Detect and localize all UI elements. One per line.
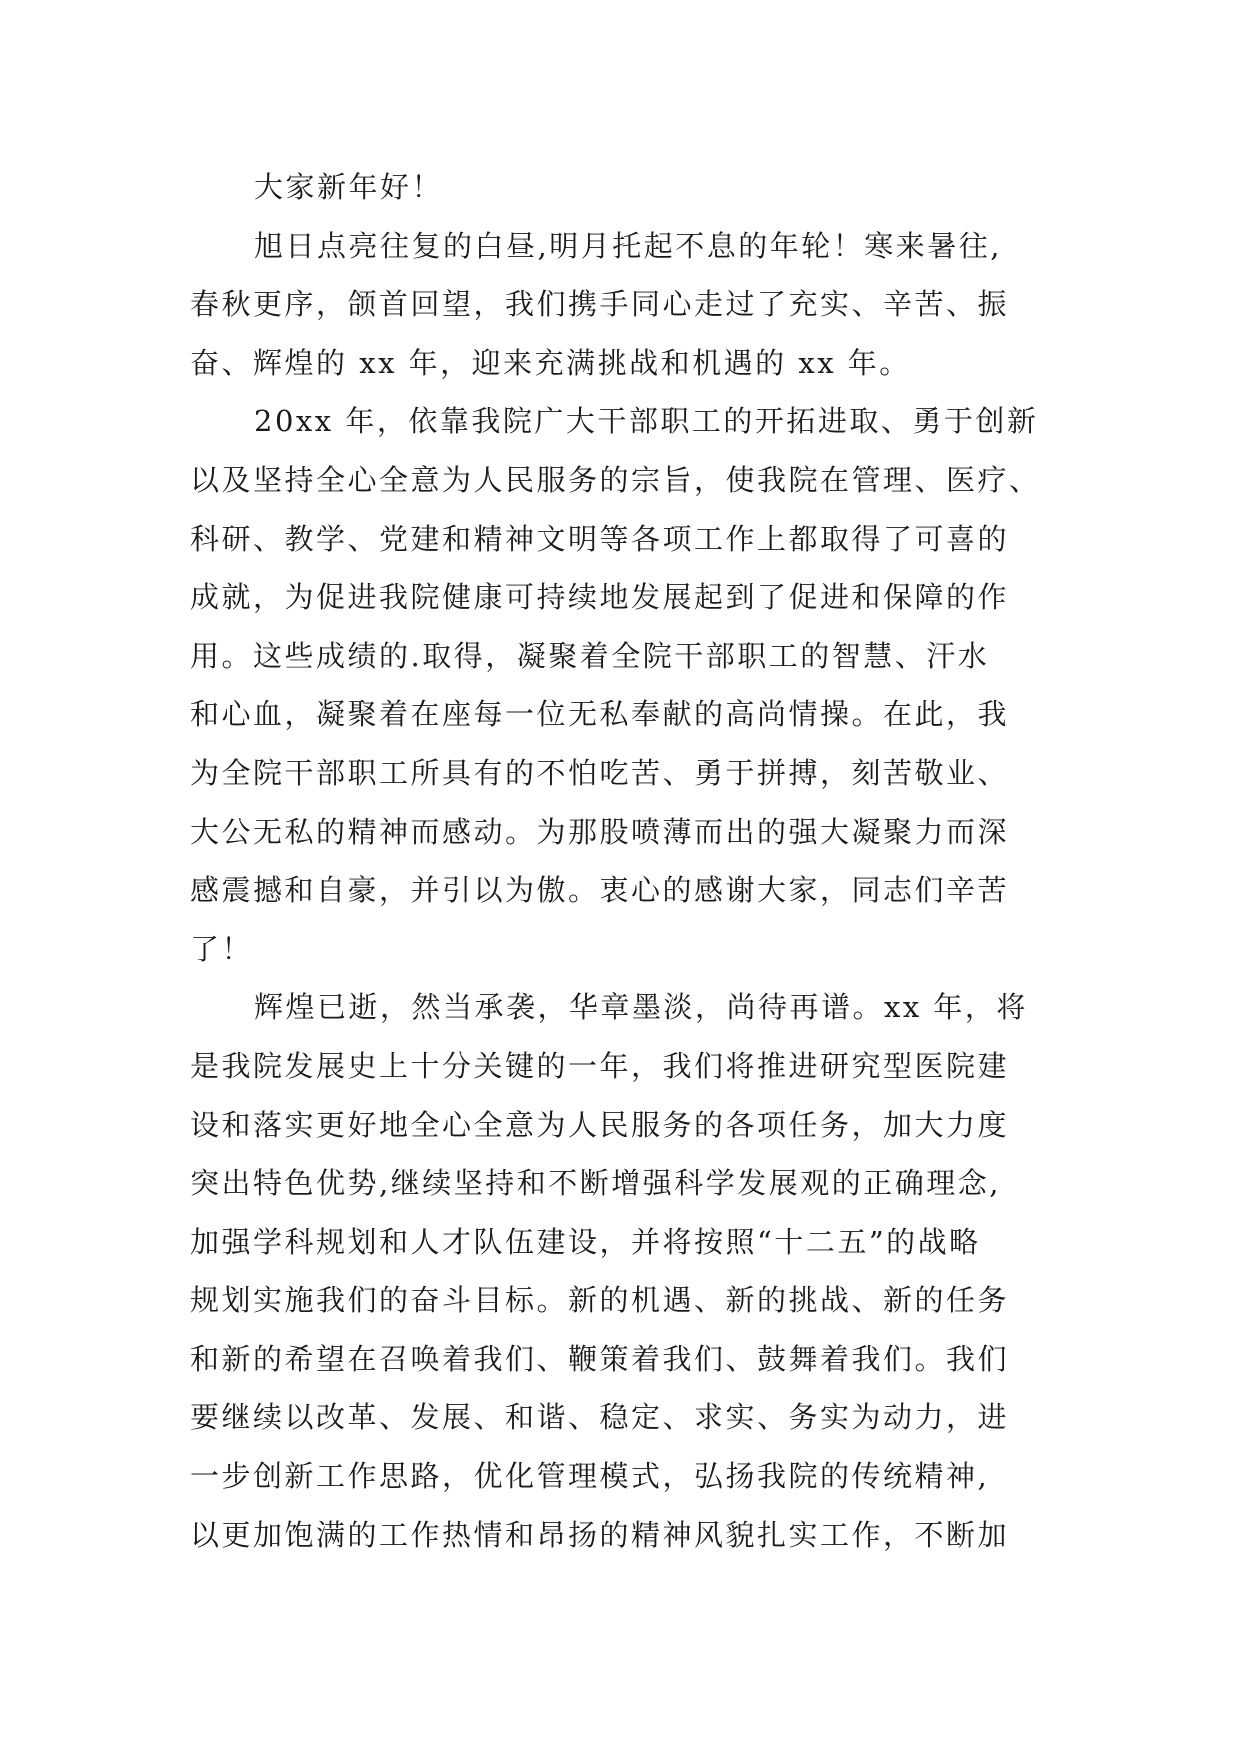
paragraph-2-line-4: 成就，为促进我院健康可持续地发展起到了促进和保障的作 (190, 580, 1010, 615)
paragraph-3-line-10: 以更加饱满的工作热情和昂扬的精神风貌扎实工作，不断加 (190, 1517, 1010, 1552)
paragraph-1-line-2: 春秋更序，颌首回望，我们携手同心走过了充实、辛苦、振 (190, 287, 1010, 322)
speech-body (190, 158, 1070, 1564)
paragraph-3-line-3: 设和落实更好地全心全意为人民服务的各项任务，加大力度 (190, 1107, 1010, 1142)
paragraph-2-line-8: 大公无私的精神而感动。为那股喷薄而出的强大凝聚力而深 (190, 814, 1010, 849)
paragraph-3-line-8: 要继续以改革、发展、和谐、稳定、求实、务实为动力，进 (190, 1400, 1010, 1435)
paragraph-2-line-7: 为全院干部职工所具有的不怕吃苦、勇于拼搏，刻苦敬业、 (190, 755, 1010, 790)
paragraph-1-line-1: 旭日点亮往复的白昼,明月托起不息的年轮！寒来暑往, (254, 228, 1002, 263)
paragraph-3-line-5: 加强学科规划和人才队伍建设，并将按照“十二五”的战略 (190, 1224, 981, 1259)
paragraph-2-line-3: 科研、教学、党建和精神文明等各项工作上都取得了可喜的 (190, 521, 1010, 556)
greeting-line: 大家新年好！ (254, 170, 444, 204)
paragraph-3-line-7: 和新的希望在召唤着我们、鞭策着我们、鼓舞着我们。我们 (190, 1341, 1010, 1376)
paragraph-3-line-2: 是我院发展史上十分关键的一年，我们将推进研究型医院建 (190, 1048, 1010, 1083)
paragraph-1-line-3: 奋、辉煌的 xx 年，迎来充满挑战和机遇的 xx 年。 (190, 345, 911, 380)
paragraph-2-line-2: 以及坚持全心全意为人民服务的宗旨，使我院在管理、医疗、 (190, 462, 1041, 497)
paragraph-3-line-4: 突出特色优势,继续坚持和不断增强科学发展观的正确理念, (190, 1166, 1001, 1201)
paragraph-2-line-6: 和心血，凝聚着在座每一位无私奉献的高尚情操。在此，我 (190, 697, 1010, 732)
paragraph-2-line-5: 用。这些成绩的.取得，凝聚着全院干部职工的智慧、汗水 (190, 638, 990, 673)
paragraph-3-line-1: 辉煌已逝，然当承袭，华章墨淡，尚待再谱。xx 年，将 (254, 990, 1028, 1025)
paragraph-2-line-10: 了！ (190, 931, 254, 966)
paragraph-3-line-9: 一步创新工作思路，优化管理模式，弘扬我院的传统精神, (190, 1459, 990, 1494)
paragraph-3-line-6: 规划实施我们的奋斗目标。新的机遇、新的挑战、新的任务 (190, 1283, 1010, 1318)
paragraph-2-line-9: 感震撼和自豪，并引以为傲。衷心的感谢大家，同志们辛苦 (190, 873, 1010, 908)
paragraph-2-line-1: 20xx 年，依靠我院广大干部职工的开拓进取、勇于创新 (254, 404, 1039, 439)
